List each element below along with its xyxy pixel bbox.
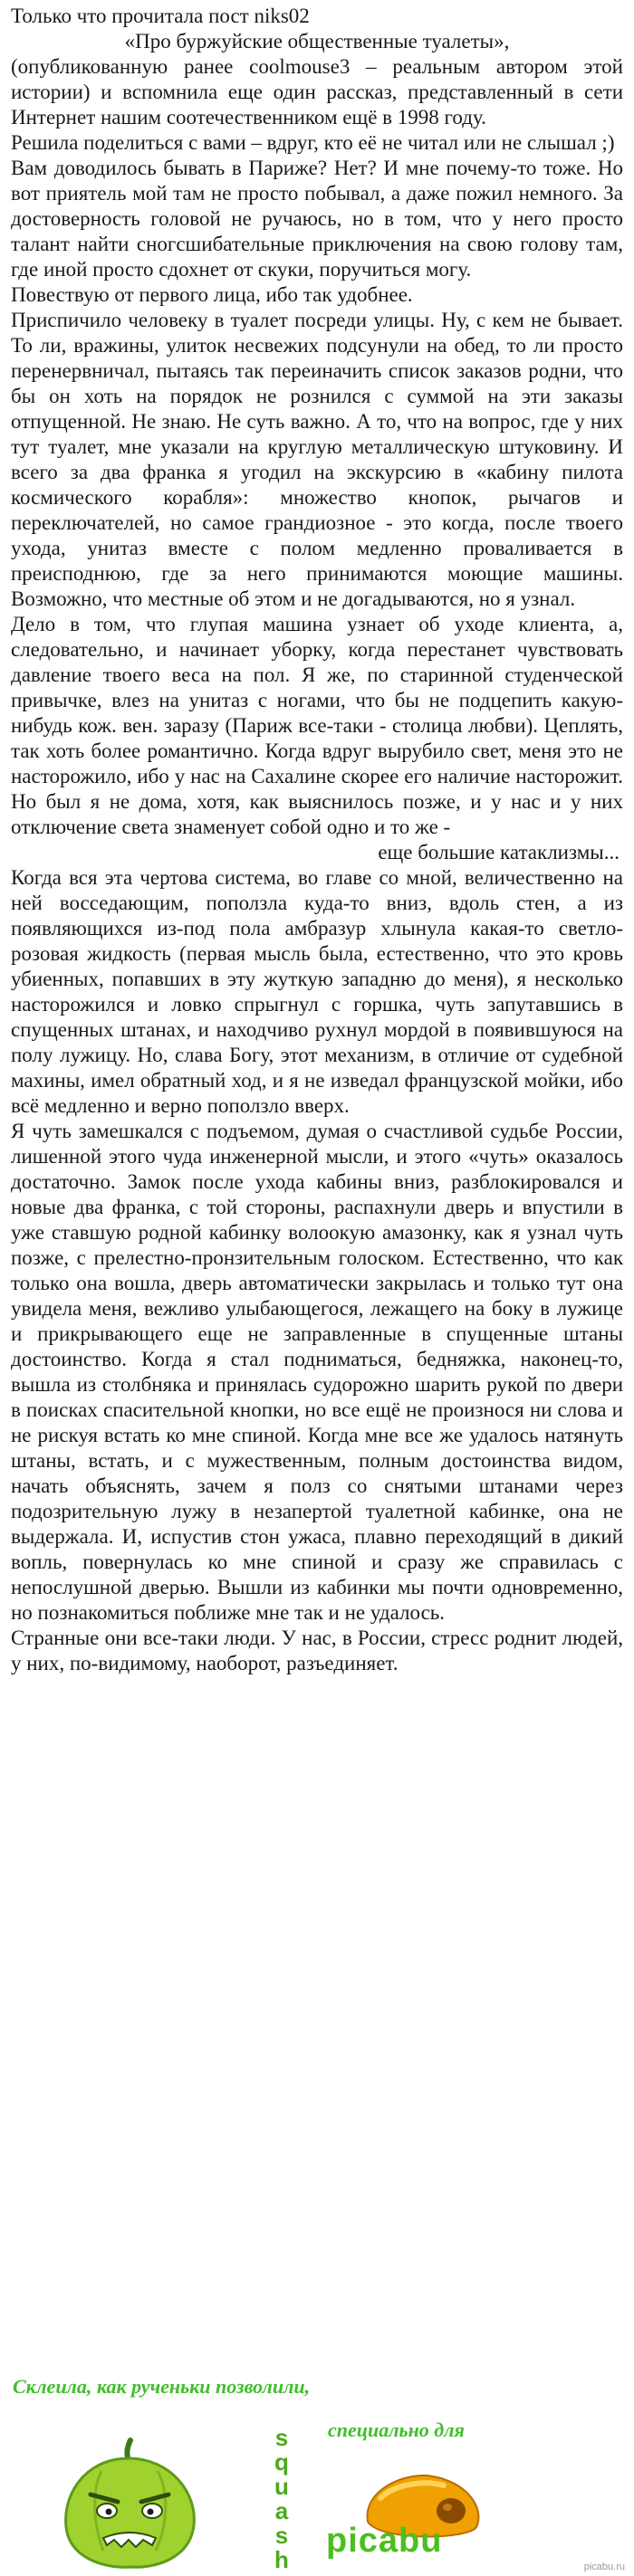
story-paragraph: Я чуть замешкался с подъемом, думая о счастливой судьбе России, лишенной этого чуда инженерной мысли, и этого «чуть» оказалось достаточно. Замок после ухода кабины вниз, разблокировался и новые два франка, с той стороны, распахнули дверь и впустили в уже ставшую родной кабинку волоокую амазонку, как я узнал чуть позже, с прелестно-пронзительным голоском. Естественно, что как только она вошла, дверь автоматически закрылась и только тут она увидела меня, вежливо улыбающегося, лежащего на боку в лужице и прикрывающего еще не заправленные в спущенные штаны достоинство. Когда я стал подниматься, бедняжка, наконец-то, вышла из столбняка и принялась судорожно шарить рукой по двери в поисках спасительной кнопки, но все ещё не произнося ни слова и не рискуя встать ко мне спиной. Когда мне все же удалось натянуть штаны, встать, и с мужественным, полным достоинства видом, начать объяснять, зачем я полз со снятыми штанами через подозрительную лужу в незапертой туалетной кабинке, она не выдержала. И, испустив стон ужаса, плавно переходящий в дикий вопль, повернулась ко мне спиной и сразу же справилась с непослушной дверью. Вышли из кабинки мы почти одновременно, но познакомиться поближе мне так и не удалось. bbox=[11, 1120, 623, 1624]
vertical-letter: q bbox=[274, 2448, 289, 2476]
vertical-letter: u bbox=[274, 2473, 289, 2500]
story-paragraph: Приспичило человеку в туалет посреди улицы. Ну, с кем не бывает. То ли, вражины, улиток несвежих подсунули на обед, то ли просто перенервничал, пытаясь так переиначить список заказов родни, что бы он хоть на порядок не рознился с суммой на эти заказы отпущенной. Не знаю. Не суть важно. А то, что на вопрос, где у них тут туалет, мне указали на круглую металлическую штуковину. И всего за два франка я угодил на экскурсию в «кабину пилота космического корабля»: множество кнопок, рычагов и переключателей, но самое грандиозное - это когда, после твоего ухода, унитаз вместе с полом медленно проваливается в преисподнюю, где за него принимаются моющие машины. Возможно, что местные об этом и не догадываются, но я узнал. bbox=[11, 309, 623, 610]
caption-right: специально для bbox=[328, 2419, 465, 2441]
story-line: еще большие катаклизмы... bbox=[378, 841, 620, 863]
vertical-word bbox=[268, 2426, 295, 2572]
story-paragraph: Повествую от первого лица, ибо так удобнее. bbox=[11, 283, 413, 306]
story-line: Решила поделиться с вами – вдруг, кто её не читал или не слышал ;) bbox=[11, 131, 615, 154]
story-paragraph: Вам доводилось бывать в Париже? Нет? И мне почему-то тоже. Но вот приятель мой там не просто побывал, а даже пожил немного. За достоверность головой не ручаюсь, но в том, что у него просто талант найти сногсшибательные приключения на свою голову там, где иной просто сдохнет от скуки, поручиться могу. bbox=[11, 157, 623, 281]
signature-footer bbox=[0, 2371, 634, 2576]
story-line: Только что прочитала пост niks02 bbox=[11, 5, 310, 27]
squash-icon bbox=[47, 2435, 210, 2571]
story-line: (опубликованную ранее coolmouse3 – реальным автором этой истории) и вспомнила еще один рассказ, представленный в сети Интернет нашим соотечественником ещё в 1998 году. bbox=[11, 55, 623, 129]
caption-left: Склеила, как рученьки позволили, bbox=[13, 2375, 311, 2398]
story-paragraph: Странные они все-таки люди. У нас, в России, стресс роднит людей, у них, по-видимому, наоборот, разъединяет. bbox=[11, 1627, 623, 1674]
story-paragraph: Дело в том, что глупая машина узнает об уходе клиента, а, следовательно, и начинает уборку, когда перестанет чувствовать давление твоего веса на пол. Я же, по старинной студенческой привычке, влез на унитаз с ногами, что бы не подцепить какую-нибудь кож. вен. заразу (Париж все-таки - столица любви). Цеплять, так хоть более романтично. Когда вдруг вырубило свет, меня это не насторожило, ибо у нас на Сахалине скорее его наличие насторожит. Но был я не дома, хотя, как выяснилось позже, и у нас и у них отключение света знаменует собой одно и то же - bbox=[11, 613, 623, 838]
vertical-letter: h bbox=[274, 2546, 289, 2573]
watermark: picabu.ru bbox=[583, 2562, 625, 2572]
vertical-letter: a bbox=[274, 2497, 289, 2524]
story-text bbox=[11, 4, 623, 1676]
story-line: «Про буржуйские общественные туалеты», bbox=[124, 30, 510, 52]
vertical-letter: s bbox=[274, 2522, 289, 2549]
vertical-letter: s bbox=[274, 2424, 289, 2451]
picabu-logo: picabu bbox=[326, 2522, 443, 2560]
story-paragraph: Когда вся эта чертова система, во главе со мной, величественно на ней восседающим, поползла куда-то вниз, вдоль стен, а из появляющихся из-под пола амбразур хлынула какая-то светло-розовая жидкость (первая мысль была, естественно, что это кровь убиенных, попавших в эту жуткую западню до меня), я несколько насторожился и ловко спрыгнул с горшка, чуть запутавшись в спущенных штанах, и находчиво рухнул мордой в появившуюся на полу лужицу. Но, слава Богу, этот механизм, в отличие от судебной махины, имел обратный ход, и я не изведал французской мойки, ибо всё медленно и верно поползло вверх. bbox=[11, 866, 623, 1117]
